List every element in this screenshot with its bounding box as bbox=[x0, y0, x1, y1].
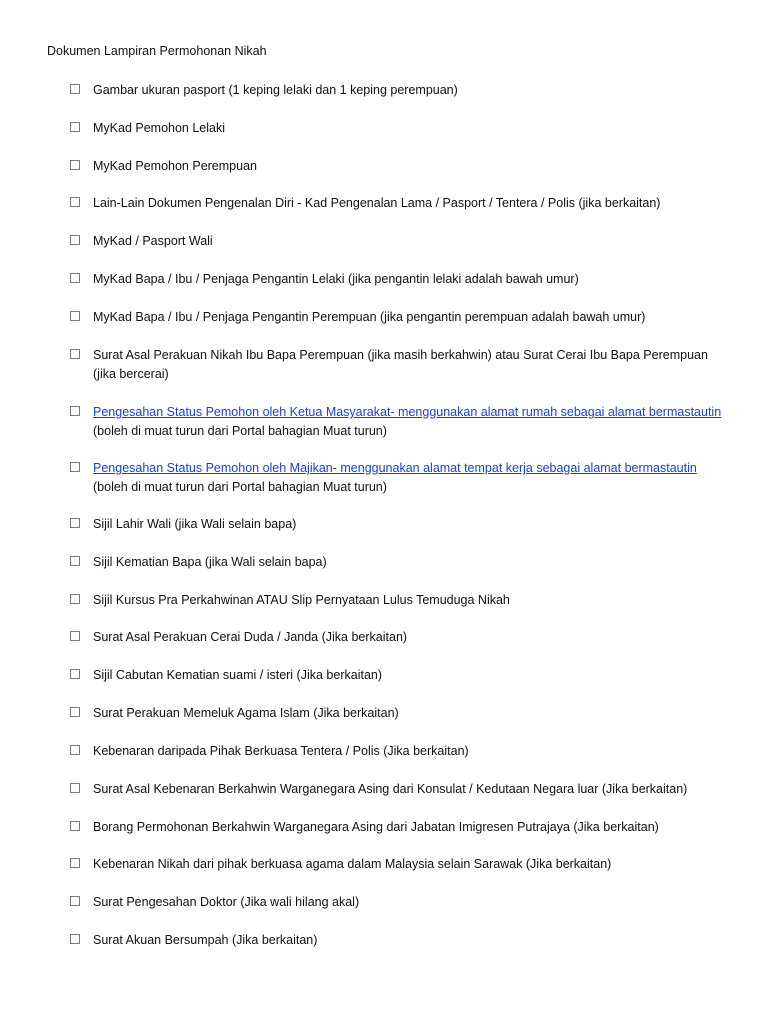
download-note: (boleh di muat turun dari Portal bahagian Muat turun) bbox=[93, 424, 387, 438]
checklist-item-text: Surat Asal Perakuan Cerai Duda / Janda (Jika berkaitan) bbox=[93, 630, 408, 644]
checklist-item-text: Kebenaran daripada Pihak Berkuasa Tentera / Polis (Jika berkaitan) bbox=[93, 744, 469, 758]
checklist-item-text: Surat Asal Kebenaran Berkahwin Warganegara Asing dari Konsulat / Kedutaan Negara luar (Jika berkaitan) bbox=[93, 782, 688, 796]
checkbox[interactable] bbox=[70, 84, 80, 94]
employer-verification-link[interactable]: Pengesahan Status Pemohon oleh Majikan- menggunakan alamat tempat kerja sebagai alamat bermastautin bbox=[93, 461, 697, 475]
checklist-item-text: Gambar ukuran pasport (1 keping lelaki dan 1 keping perempuan) bbox=[93, 83, 458, 97]
checkbox[interactable] bbox=[70, 858, 80, 868]
community-leader-verification-link[interactable]: Pengesahan Status Pemohon oleh Ketua Masyarakat- menggunakan alamat rumah sebagai alamat bermastautin bbox=[93, 405, 722, 419]
checkbox[interactable] bbox=[70, 311, 80, 321]
download-note: (boleh di muat turun dari Portal bahagian Muat turun) bbox=[93, 480, 387, 494]
checklist-item-text: Sijil Lahir Wali (jika Wali selain bapa) bbox=[93, 517, 297, 531]
checkbox[interactable] bbox=[70, 745, 80, 755]
checkbox[interactable] bbox=[70, 160, 80, 170]
checkbox[interactable] bbox=[70, 197, 80, 207]
checkbox[interactable] bbox=[70, 556, 80, 566]
checklist-item-text: MyKad Pemohon Lelaki bbox=[93, 121, 226, 135]
checkbox[interactable] bbox=[70, 273, 80, 283]
checklist-item-text: MyKad Bapa / Ibu / Penjaga Pengantin Perempuan (jika pengantin perempuan adalah bawah umur) bbox=[93, 310, 646, 324]
checkbox[interactable] bbox=[70, 669, 80, 679]
checkbox[interactable] bbox=[70, 235, 80, 245]
checklist-item-text bbox=[93, 459, 733, 497]
checkbox[interactable] bbox=[70, 821, 80, 831]
checkbox[interactable] bbox=[70, 462, 80, 472]
checklist-item-text: Surat Perakuan Memeluk Agama Islam (Jika berkaitan) bbox=[93, 706, 399, 720]
checklist-item-text: Borang Permohonan Berkahwin Warganegara Asing dari Jabatan Imigresen Putrajaya (Jika berkaitan) bbox=[93, 820, 659, 834]
checklist-item-text: MyKad / Pasport Wali bbox=[93, 234, 213, 248]
checkbox[interactable] bbox=[70, 783, 80, 793]
checkbox[interactable] bbox=[70, 707, 80, 717]
checkbox[interactable] bbox=[70, 594, 80, 604]
checkbox[interactable] bbox=[70, 518, 80, 528]
checklist-item-text: MyKad Pemohon Perempuan bbox=[93, 159, 257, 173]
checklist-item-text: Surat Akuan Bersumpah (Jika berkaitan) bbox=[93, 933, 318, 947]
checklist-item-text: Surat Pengesahan Doktor (Jika wali hilang akal) bbox=[93, 895, 360, 909]
checklist-item-text: Kebenaran Nikah dari pihak berkuasa agama dalam Malaysia selain Sarawak (Jika berkaitan) bbox=[93, 857, 612, 871]
checkbox[interactable] bbox=[70, 349, 80, 359]
checkbox[interactable] bbox=[70, 631, 80, 641]
checklist-item-text: Lain-Lain Dokumen Pengenalan Diri - Kad Pengenalan Lama / Pasport / Tentera / Polis (jika berkaitan) bbox=[93, 196, 661, 210]
checklist-item-text bbox=[93, 403, 733, 441]
checklist-item-text: Sijil Cabutan Kematian suami / isteri (Jika berkaitan) bbox=[93, 668, 383, 682]
checklist-item-text: Sijil Kematian Bapa (jika Wali selain bapa) bbox=[93, 555, 327, 569]
checkbox[interactable] bbox=[70, 896, 80, 906]
checklist-item-text: MyKad Bapa / Ibu / Penjaga Pengantin Lelaki (jika pengantin lelaki adalah bawah umur) bbox=[93, 272, 579, 286]
checklist-item-text: Surat Asal Perakuan Nikah Ibu Bapa Perempuan (jika masih berkahwin) atau Surat Cerai Ibu Bapa Perempuan (jika bercerai) bbox=[93, 348, 708, 381]
checklist-item-text: Sijil Kursus Pra Perkahwinan ATAU Slip Pernyataan Lulus Temuduga Nikah bbox=[93, 593, 510, 607]
document-title: Dokumen Lampiran Permohonan Nikah bbox=[47, 44, 267, 58]
checkbox[interactable] bbox=[70, 406, 80, 416]
checkbox[interactable] bbox=[70, 934, 80, 944]
checkbox[interactable] bbox=[70, 122, 80, 132]
